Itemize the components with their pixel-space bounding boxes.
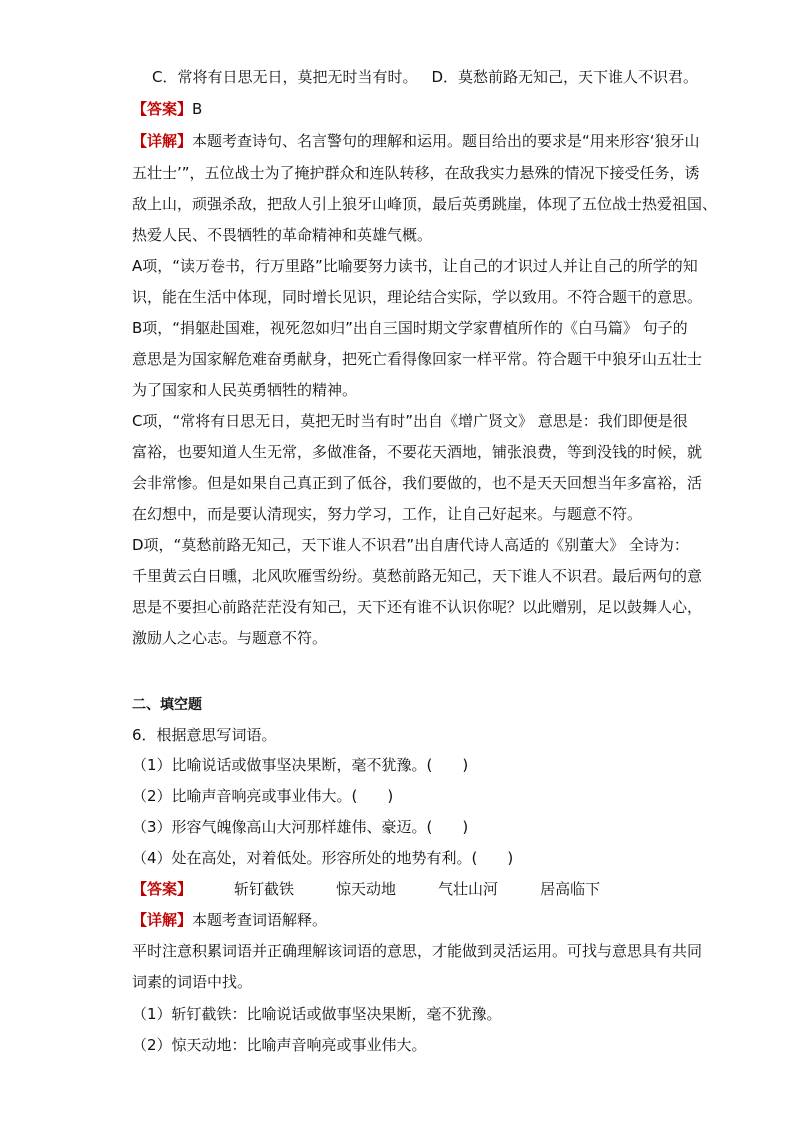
q5-detail-line-4: 热爱人民、不畏牺牲的革命精神和英雄气概。 [132, 226, 433, 244]
q5-option-d-explain-4: 激励人之心志。与题意不符。 [132, 629, 328, 647]
q5-option-c-explain-1: C项，“常将有日思无日，莫把无时当有时”出自《增广贤文》 意思是：我们即便是很 [132, 412, 688, 430]
answer-value: B [192, 100, 203, 118]
q6-detail-line-3: 词素的词语中找。 [132, 973, 253, 991]
q6-detail-line-1 [132, 909, 327, 931]
q5-answer [132, 98, 202, 120]
detail-label: 【详解】 [132, 132, 193, 150]
q5-detail-line-3: 敌上山，顽强杀敌，把敌人引上狼牙山峰顶，最后英勇跳崖，体现了五位战士热爱祖国、 [132, 195, 718, 213]
q6-stem: 6．根据意思写词语。 [132, 726, 277, 744]
q6-explain-1: （1）斩钉截铁：比喻说话或做事坚决果断，毫不犹豫。 [132, 1005, 502, 1023]
q5-option-c-explain-4: 在幻想中，而是要认清现实，努力学习，工作，让自己好起来。与题意不符。 [132, 505, 643, 523]
q5-option-d-explain-1: D项，“莫愁前路无知己，天下谁人不识君”出自唐代诗人高适的《别董大》 全诗为： [132, 536, 689, 554]
answer-word-3: 气壮山河 [438, 880, 499, 898]
answer-label: 【答案】 [132, 100, 193, 118]
q5-detail-line-2: 五壮士’”，五位战士为了掩护群众和连队转移，在敌我实力悬殊的情况下接受任务，诱 [132, 164, 700, 182]
answer-word-2: 惊天动地 [336, 880, 397, 898]
detail-text: 本题考查词语解释。 [192, 911, 328, 929]
q5-option-b-explain-1: B项，“捐躯赴国难，视死忽如归”出自三国时期文学家曹植所作的《白马篇》 句子的 [132, 319, 688, 337]
q5-options-cd [152, 66, 698, 88]
q5-option-a-explain-1: A项，“读万卷书，行万里路”比喻要努力读书，让自己的才识过人并让自己的所学的知 [132, 257, 698, 275]
q5-option-a-explain-2: 识，能在生活中体现，同时增长见识，理论结合实际，学以致用。不符合题干的意思。 [132, 288, 703, 306]
q6-item-2: （2）比喻声音响亮或事业伟大。( ) [132, 787, 394, 805]
answer-word-4: 居高临下 [540, 880, 601, 898]
q5-option-b-explain-2: 意思是为国家解危难奋勇献身，把死亡看得像回家一样平常。符合题干中狼牙山五壮士 [132, 350, 703, 368]
q6-item-3: （3）形容气魄像高山大河那样雄伟、豪迈。( ) [132, 818, 469, 836]
q6-explain-2: （2）惊天动地：比喻声音响亮或事业伟大。 [132, 1036, 427, 1054]
detail-label: 【详解】 [132, 911, 193, 929]
q5-option-c-explain-2: 富裕，也要知道人生无常，多做准备，不要花天酒地，铺张浪费，等到没钱的时候，就 [132, 443, 703, 461]
q5-option-d-explain-2: 千里黄云白日曛，北风吹雁雪纷纷。莫愁前路无知己，天下谁人不识君。最后两句的意 [132, 567, 703, 585]
q6-item-4: （4）处在高处，对着低处。形容所处的地势有利。( ) [132, 849, 514, 867]
q5-option-c-explain-3: 会非常惨。但是如果自己真正到了低谷，我们要做的，也不是天天回想当年多富裕，活 [132, 474, 703, 492]
detail-text: 本题考查诗句、名言警句的理解和运用。题目给出的要求是“用来形容‘狼牙山 [192, 132, 700, 150]
answer-label: 【答案】 [132, 880, 193, 898]
answer-word-1: 斩钉截铁 [234, 880, 295, 898]
q5-option-d-explain-3: 思是不要担心前路茫茫没有知己，天下还有谁不认识你呢？以此赠别，足以鼓舞人心， [132, 598, 703, 616]
q5-detail-line-1 [132, 130, 700, 152]
option-d: D．莫愁前路无知己，天下谁人不识君。 [431, 68, 699, 86]
q6-item-1: （1）比喻说话或做事坚决果断，毫不犹豫。( ) [132, 756, 469, 774]
q6-detail-line-2: 平时注意积累词语并正确理解该词语的意思，才能做到灵活运用。可找与意思具有共同 [132, 942, 703, 960]
q6-answer [132, 878, 600, 900]
option-c: C．常将有日思无日，莫把无时当有时。 [152, 68, 418, 86]
q5-option-b-explain-3: 为了国家和人民英勇牺牲的精神。 [132, 381, 358, 399]
section-heading: 二、填空题 [132, 697, 202, 713]
